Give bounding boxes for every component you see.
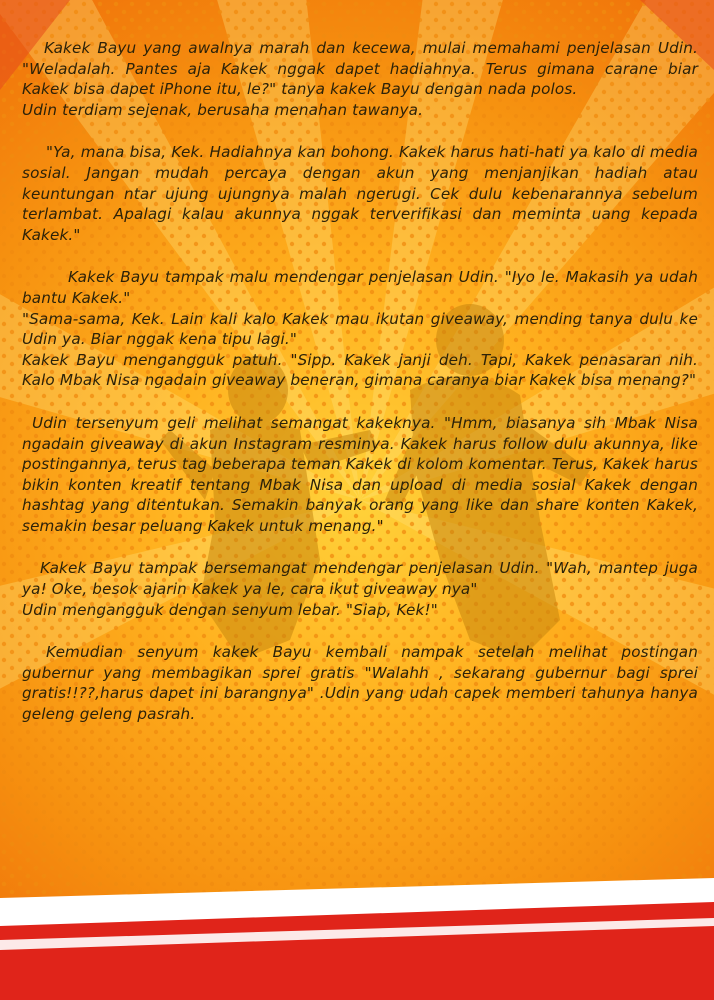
story-paragraph: Udin terdiam sejenak, berusaha menahan tawanya. xyxy=(22,100,424,119)
story-paragraph: Udin mengangguk dengan senyum lebar. "Siap, Kek!" xyxy=(22,600,438,619)
story-paragraph: Kakek Bayu yang awalnya marah dan kecewa, mulai memahami penjelasan Udin. "Weladalah. Pantes aja Kakek nggak dapet hadiahnya. Terus gimana carane biar Kakek bisa dapet iPhone itu, le?" tanya kakek Bayu dengan nada polos. xyxy=(22,39,698,99)
story-paragraph: "Sama-sama, Kek. Lain kali kalo Kakek mau ikutan giveaway, mending tanya dulu ke Udin ya. Biar nggak kena tipu lagi." xyxy=(22,309,698,349)
story-paragraph: Kakek Bayu tampak malu mendengar penjelasan Udin. "Iyo le. Makasih ya udah bantu Kakek." xyxy=(22,268,698,307)
story-paragraph: "Ya, mana bisa, Kek. Hadiahnya kan bohong. Kakek harus hati-hati ya kalo di media sosial. Jangan mudah percaya dengan akun yang menjanjikan hadiah atau keuntungan ntar ujung ujungnya malah ngerugi. Cek dulu kebenarannya sebelum terlambat. Apalagi kalau akunnya nggak terverifikasi dan meminta uang kepada Kakek." xyxy=(22,143,698,244)
story-paragraph: Kakek Bayu mengangguk patuh. "Sipp. Kakek janji deh. Tapi, Kakek penasaran nih. Kalo Mbak Nisa ngadain giveaway beneran, gimana caranya biar Kakek bisa menang?" xyxy=(22,350,698,390)
story-paragraph: Kemudian senyum kakek Bayu kembali nampak setelah melihat postingan gubernur yang membagikan sprei gratis "Walahh , sekarang gubernur bagi sprei gratis!!??,harus dapet ini barangnya" .Udin yang udah capek memberi tahunya hanya geleng geleng pasrah. xyxy=(22,643,698,724)
story-paragraph: Udin tersenyum geli melihat semangat kakeknya. "Hmm, biasanya sih Mbak Nisa ngadain giveaway di akun Instagram resminya. Kakek harus follow dulu akunnya, like postingannya, terus tag beberapa teman Kakek di kolom komentar. Terus, Kakek harus bikin konten kreatif tentang Mbak Nisa dan upload di media sosial Kakek dengan hashtag yang ditentukan. Semakin banyak orang yang like dan share konten Kakek, semakin besar peluang Kakek untuk menang." xyxy=(22,413,698,535)
story-paragraph: Kakek Bayu tampak bersemangat mendengar penjelasan Udin. "Wah, mantep juga ya! Oke, besok ajarin Kakek ya le, cara ikut giveaway nya" xyxy=(22,559,698,599)
story-text xyxy=(22,38,698,725)
